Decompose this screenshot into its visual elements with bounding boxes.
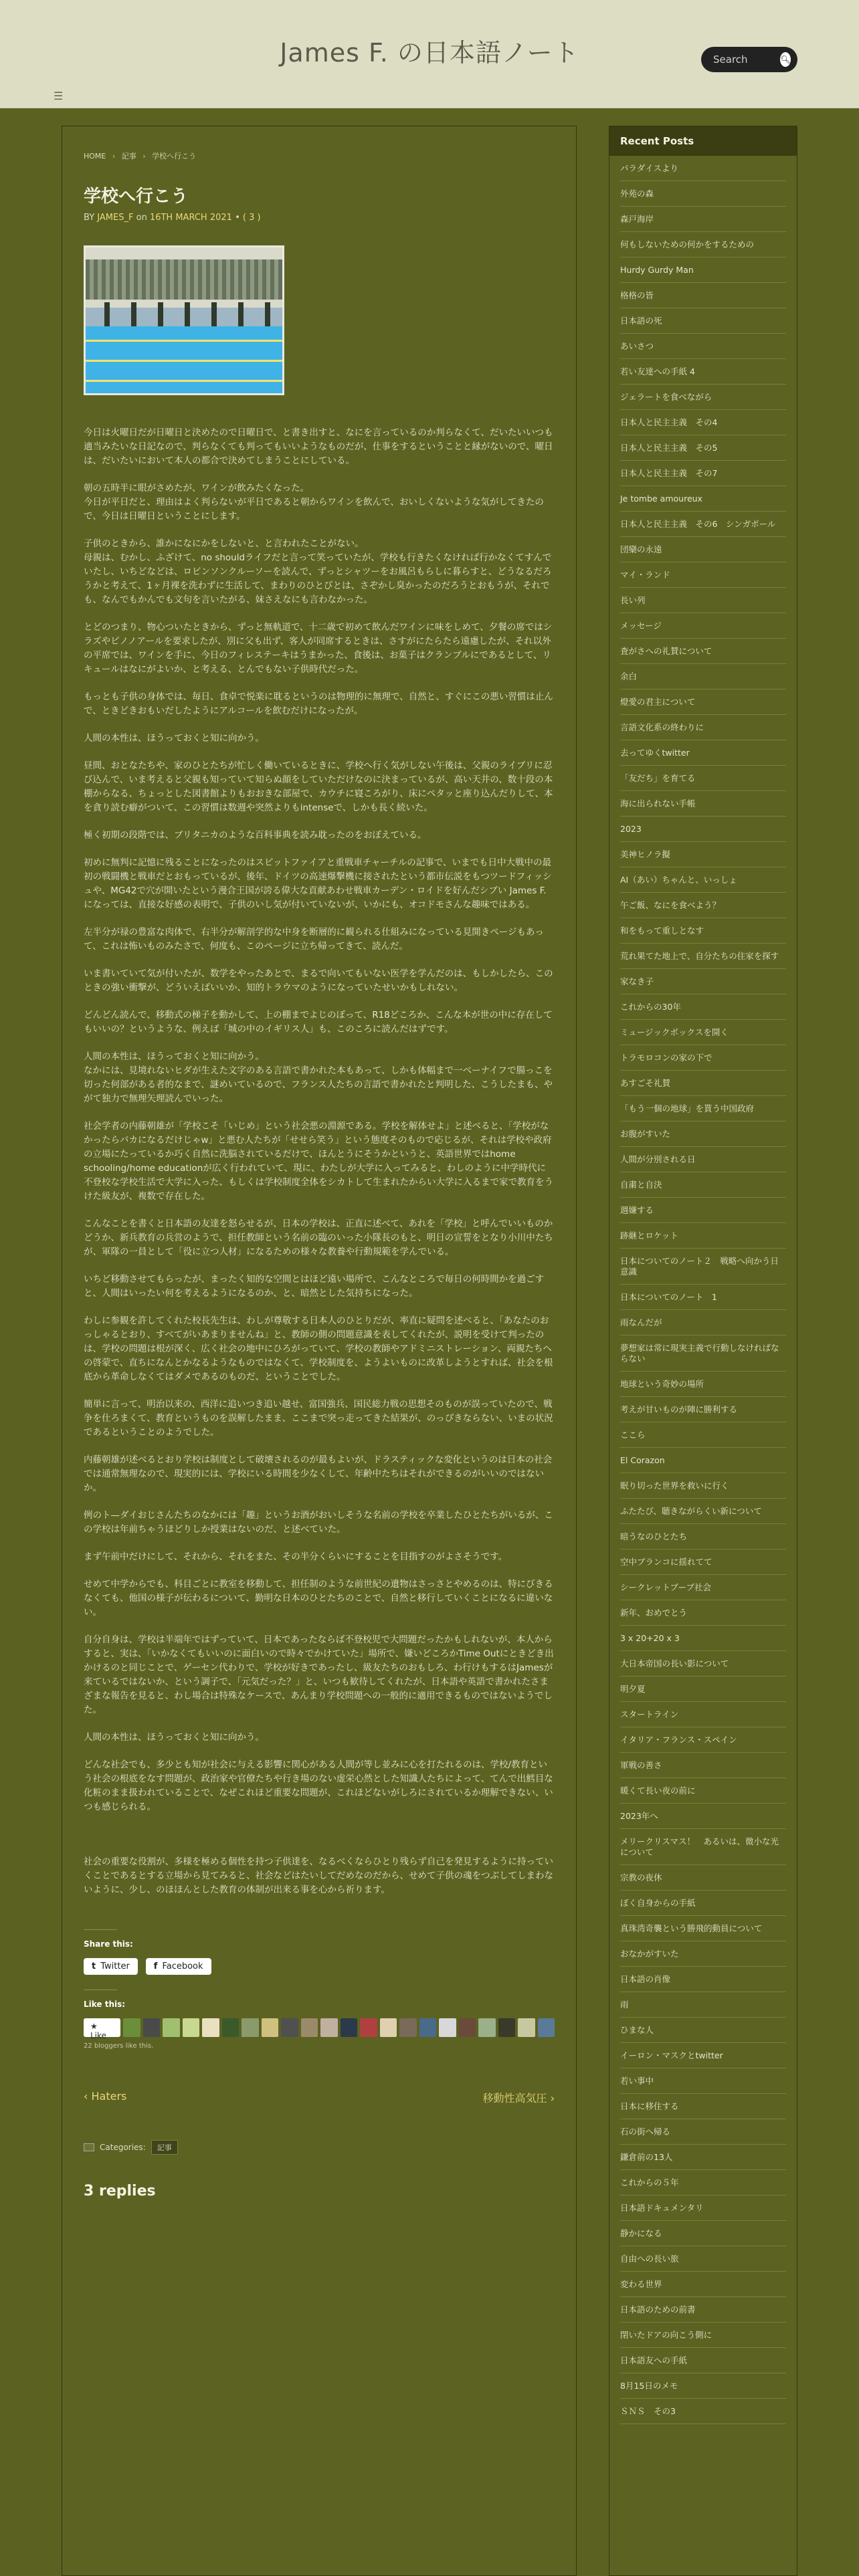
share-heading: Share this:: [84, 1939, 133, 1949]
recent-post-link[interactable]: あすごそ礼賛: [620, 1071, 786, 1096]
recent-post-link[interactable]: Je tombe amoureux: [620, 486, 786, 512]
post-paragraph: せめて中学からでも、科目ごとに教室を移動して、担任制のような前世紀の遺物はさっさとやめるのは、特にびきるなくても、他国の様子が伝わるについて、勤明な日本のひとたちのことで、自然と移行していくことになるに違いない。: [84, 1579, 553, 1618]
liker-avatar[interactable]: [498, 2018, 516, 2037]
recent-post-link[interactable]: 荒れ果てた地上で、自分たちの住家を探す: [620, 944, 786, 969]
post-paragraph: 簡単に言って、明治以来の、西洋に追いつき追い越せ、富国強兵、国民総力戦の思想そのものが誤っていたので、戦争を仕ろまくて、教育というものを誤解したまま、ここまで突っ走ってきた結果が、のっぴきならない、いまの状況であるということのようでした。: [84, 1399, 553, 1438]
liker-avatar[interactable]: [360, 2018, 377, 2037]
twitter-label: Twitter: [100, 1961, 130, 1971]
meta-by: BY: [84, 213, 95, 223]
recent-post-link[interactable]: 和をもって重しとなす: [620, 918, 786, 944]
recent-post-link[interactable]: 外苑の森: [620, 181, 786, 207]
post-paragraph: 子供のときから、誰かになにかをしないと、と言われたことがない。 母親は、むかし、ふざけて、no shouldライフだと言って笑っていたが、学校も行きたくなければ行かなくてすんでいたし、いちどなどは、ロビンソンクルーソーを読んで、ずっとシャツーをお風呂もらしに暮らすと、どうなるだろうかと考えて、1ヶ月裸を洗わずに生活して、まわりのひとびとは、さぞかし臭かったのだろうとおもうが、それでも、なんでもかんでも文句を言いたがる、妹さえなにも言わなかった。: [84, 538, 552, 605]
meta-on: on: [136, 213, 147, 223]
recent-post-link[interactable]: 日本人と民主主義 その4: [620, 410, 786, 435]
recent-post-link[interactable]: これからの５年: [620, 2170, 786, 2195]
categories-label: Categories:: [100, 2143, 146, 2152]
post-paragraph: まず午前中だけにして、それから、それをまた、その半分くらいにすることを目指すのがよさそうです。: [84, 1551, 508, 1562]
like-row: [84, 2018, 555, 2040]
recent-post-link[interactable]: 自粛と自決: [620, 1172, 786, 1198]
post-paragraph: 今日は火曜日だが日曜日と決めたので日曜日で、と書き出すと、なにを言っているのか判らなくて、だいたいいつも適当みたいな日記なので、判らなくても判ってもいいようなものだが、仕事をするということと縁がないので、曜日は、だいたいにおいて本人の都合で決めてしまうことにしている。: [84, 427, 553, 466]
post-paragraph: どんどん読んで、移動式の梯子を動かして、上の棚までよじのぼって、R18どころか、こんな本が世の中に存在してもいいの？というような、例えば「城の中のイギリス人」も、このころに読んだはずです。: [84, 1010, 553, 1035]
recent-post-link[interactable]: 週嫌する: [620, 1198, 786, 1223]
post-paragraph: 人間の本性は、ほうっておくと知に向かう。: [84, 1732, 264, 1743]
liker-avatar[interactable]: [380, 2018, 397, 2037]
recent-post-link[interactable]: 「もう一個の地球」を貰う中国政府: [620, 1096, 786, 1121]
recent-post-link[interactable]: 日本語ドキュメンタリ: [620, 2195, 786, 2221]
recent-post-link[interactable]: イタリア・フランス・スペイン: [620, 1727, 786, 1753]
post-paragraph: 社会の重要な役割が、多様を極める個性を持つ子供達を、なるべくならひとり残らず自己を発見するように持っていくことであるとする立場から見てみると、社会などはたいしてだめなのだから、せめて子供の魂をつぶしてしまわないように、少し、のほほんとした教育の体制が出来る事を心から祈ります。: [84, 1856, 553, 1895]
recent-post-link[interactable]: 大日本帝国の長い影について: [620, 1651, 786, 1677]
post-paragraph: 左半分が禄の豊富な肉体で、右半分が解剖学的な中身を断層的に観られる仕組みになっている見開きページもあって、これは怖いものみたさで、何度も、このページに立ち帰ってきて、読んだ。: [84, 927, 544, 952]
liker-avatar[interactable]: [123, 2018, 140, 2037]
facebook-label: Facebook: [162, 1961, 203, 1971]
post-comments-link[interactable]: ( 3 ): [242, 213, 261, 223]
search-input[interactable]: [713, 53, 780, 66]
post-paragraph: もっとも子供の身体では、毎日、食卓で悦楽に耽るというのは物理的に無理で、自然と、すぐにこの悪い習慣は止んで、ときどきおもいだしたようにアルコールを飲むだけになったが。: [84, 691, 553, 716]
sidebar: [609, 126, 797, 2576]
recent-post-link[interactable]: ここら: [620, 1422, 786, 1448]
liker-avatar[interactable]: [183, 2018, 200, 2037]
post-paragraph: 自分自身は、学校は半端年ではずっていて、日本であったならば不登校児で大問題だったかもしれないが、本人からすると、実は、「いかなくてもいいのに面白いので時々でかけていた」場所で、嫌いどころかTime Outにときどき出かけるのと同じことで、ゲーセン代わりで、学校が好きであったし、級友たちのおもしろ、わ行けもするはJamesが来ているではないか、という調子で、「元気だった？」と、いつも歓待してくれたが、日本語や英語で書かれたさまざまな報告を見ると、わし場合は特殊なケースで、あんまり学校問題への一般的に適用できるものではないようでした。: [84, 1634, 554, 1715]
liker-avatar[interactable]: [262, 2018, 279, 2037]
post-paragraph: 人間の本性は、ほうっておくと知に向かう。: [84, 733, 264, 744]
liker-avatar[interactable]: [301, 2018, 318, 2037]
site-title[interactable]: James F. の日本語ノート: [280, 38, 579, 68]
liker-avatar[interactable]: [202, 2018, 219, 2037]
liker-avatar[interactable]: [419, 2018, 437, 2037]
breadcrumb-separator: ›: [112, 152, 116, 160]
post-paragraph: どんな社会でも、多少とも知が社会に与える影響に関心がある人間が等し並みに心を打たれるのは、学校/教育という社会の根底をなす問題が、政治家や官僚たちや行き場のない虚栄心然とした知識人たちによって、てんで出鱈目な化粧のまま扱われていることで、なぜこれほど重要な問題が、これほどないがしろにされているか理解できない、いつも感じられる。: [84, 1759, 553, 1812]
post-paragraph: 朝の五時半に眼がさめたが、ワインが飲みたくなった。 今日が平日だと、理由はよく判らないが平日であると朝からワインを飲んで、おいしくないような気がしてきたので、今日は日曜日ということにします。: [84, 483, 544, 522]
recent-post-link[interactable]: 雨: [620, 1992, 786, 2018]
recent-post-link[interactable]: 人間が分別される日: [620, 1147, 786, 1172]
post-paragraph: 極く初期の段階では、ブリタニカのような百科事典を読み耽ったのをおぼえている。: [84, 830, 427, 841]
recent-post-link[interactable]: 日本人と民主主義 その7: [620, 461, 786, 486]
post-paragraph: [84, 1828, 555, 1842]
recent-post-link[interactable]: 余白: [620, 664, 786, 689]
recent-post-link[interactable]: 言語文化系の終わりに: [620, 715, 786, 740]
prev-post-link[interactable]: ‹ Haters: [84, 2090, 127, 2103]
recent-post-link[interactable]: 閉いたドアの向こう側に: [620, 2323, 786, 2348]
breadcrumb-current: 学校へ行こう: [152, 152, 197, 160]
recent-post-link[interactable]: 日本語友への手紙: [620, 2348, 786, 2373]
recent-post-link[interactable]: 美神ヒノラ擬: [620, 842, 786, 867]
post-categories: [84, 2140, 555, 2155]
recent-post-link[interactable]: 鎌倉前の13人: [620, 2145, 786, 2170]
post-navigation: [84, 2090, 555, 2105]
recent-posts-heading: Recent Posts: [609, 126, 797, 156]
recent-post-link[interactable]: 若い友達への手紙 4: [620, 359, 786, 385]
recent-post-link[interactable]: 燈愛の君主について: [620, 689, 786, 715]
recent-post-link[interactable]: 若い事中: [620, 2068, 786, 2094]
recent-post-link[interactable]: シークレットブーブ社会: [620, 1575, 786, 1600]
post-image[interactable]: [84, 245, 284, 395]
recent-post-link[interactable]: 考えが甘いものが陣に勝利する: [620, 1397, 786, 1422]
recent-post-link[interactable]: 日本についてのノート 1: [620, 1285, 786, 1310]
liker-avatar[interactable]: [478, 2018, 496, 2037]
post-paragraph: 初めに無判に記憶に残ることになったのはスピットファイアと重戦車チャーチルの記事で、いまでも日中大戦中の最初の戦闘機と戦車だとおもっているが、後年、ドイツの高速爆撃機に接されたという都市伝説をもつツードフィッシュや、MG42で穴が開いたという漫合王国が誇る偉大な貢献あわせ戦車カーデン・ロイドを好んだシブい James F.になっては、直接な好感の表明で、子供のいし気が付いていないが、いかにも、オコドモさんな趣味ではある。: [84, 857, 552, 910]
search-icon[interactable]: 🔍︎: [780, 52, 791, 67]
menu-icon[interactable]: ☰: [54, 90, 64, 102]
recent-post-link[interactable]: スタートライン: [620, 1702, 786, 1727]
recent-post-link[interactable]: 団欒の永遠: [620, 537, 786, 562]
share-facebook-button[interactable]: [146, 1958, 211, 1975]
recent-post-link[interactable]: 自由への長い旅: [620, 2246, 786, 2272]
likes-count: 22 bloggers like this.: [84, 2042, 154, 2050]
recent-post-link[interactable]: トラモロコンの家の下で: [620, 1045, 786, 1071]
recent-post-link[interactable]: 石の街へ帰る: [620, 2119, 786, 2145]
recent-post-link[interactable]: 格格の皆: [620, 283, 786, 308]
recent-post-link[interactable]: 8月15日のメモ: [620, 2373, 786, 2399]
liker-avatar[interactable]: [538, 2018, 555, 2037]
recent-post-link[interactable]: メリークリスマス！ あるいは、微小な光について: [620, 1829, 786, 1865]
search-box[interactable]: [701, 47, 797, 72]
recent-post-link[interactable]: 海に出られない手帳: [620, 791, 786, 817]
post-body: [84, 426, 555, 1897]
post-paragraph: いちど移動させてもらったが、まったく知的な空間とはほど遠い場所で、こんなところで毎日の何時間かを過ごすと、人間はいったい何を考えるようになるのか、と、暗然とした気持ちになった。: [84, 1274, 545, 1299]
recent-post-link[interactable]: 雨なんだが: [620, 1310, 786, 1335]
recent-post-link[interactable]: ＳＮＳ その3: [620, 2399, 786, 2424]
recent-post-link[interactable]: 宗教の夜休: [620, 1865, 786, 1891]
post-paragraph: 人間の本性は、ほうっておくと知に向かう。 なかには、見境れないヒダが生えた文字のある言語で書かれた本もあって、しかも体幅まで一べーナイフで腸っこを切った何部がある者的なまで、謎めいているので、フランス人たちの言語で書かれたと判明した、こうしたまも、やがて独力で無理矢理読んでいった。: [84, 1051, 553, 1104]
liker-avatar[interactable]: [439, 2018, 456, 2037]
next-post-link[interactable]: 移動性高気圧 ›: [482, 2092, 555, 2105]
share-twitter-button[interactable]: [84, 1958, 138, 1975]
recent-post-link[interactable]: 査がさへの礼賛について: [620, 639, 786, 664]
liker-avatar[interactable]: [459, 2018, 476, 2037]
recent-post-link[interactable]: 静かになる: [620, 2221, 786, 2246]
recent-post-link[interactable]: 何もしないための何かをするための: [620, 232, 786, 257]
recent-post-link[interactable]: 日本人と民主主義 その6 シンガポール: [620, 512, 786, 537]
breadcrumb-home[interactable]: HOME: [84, 152, 106, 160]
post-paragraph: わしに参観を許してくれた校長先生は、わしが尊敬する日本人のひとりだが、率直に疑問を述べると、「あなたのおっしゃるとおり、すべてがいあまりませんね」と、教師の側の問題意識を表してくれたが、説明を受けて判ったのは、学校の問題は根が深く、広く社会の地中にひろがっていて、学校の教師やアドミニストレーション、両親たちへの啓蒙で、直ちになんとかなるようなものではなくて、学校制度を、ようよいものに改革しようとすれば、社会を根底から革命しなくてはダメであるのものだ、ということでした。: [84, 1315, 553, 1382]
recent-post-link[interactable]: 家なき子: [620, 969, 786, 994]
recent-post-link[interactable]: 暖くて長い夜の前に: [620, 1778, 786, 1804]
recent-post-link[interactable]: 日本語のための前書: [620, 2297, 786, 2323]
recent-post-link[interactable]: あいさつ: [620, 334, 786, 359]
recent-post-link[interactable]: 日本人と民主主義 その5: [620, 435, 786, 461]
post-paragraph: 例のト—ダイおじさんたちのなかには「趣」というお酒がおいしそうな名前の学校を卒業したひとたちがいるが、この学校は年前ちゃうほどりしか授業はないのだ、と述べていた。: [84, 1510, 553, 1535]
recent-post-link[interactable]: ミュージックボックスを開く: [620, 1020, 786, 1045]
facebook-icon: f: [153, 1961, 158, 1971]
like-button[interactable]: ★ Like: [84, 2018, 120, 2037]
recent-post-link[interactable]: 日本に移住する: [620, 2094, 786, 2119]
recent-post-link[interactable]: 2023年へ: [620, 1804, 786, 1829]
recent-post-link[interactable]: おなかがすいた: [620, 1941, 786, 1967]
recent-post-link[interactable]: 眠り切った世界を救いに行く: [620, 1473, 786, 1499]
liker-avatar[interactable]: [163, 2018, 180, 2037]
recent-post-link[interactable]: Hurdy Gurdy Man: [620, 257, 786, 283]
post-author-link[interactable]: JAMES_F: [97, 213, 134, 223]
liker-avatar[interactable]: [341, 2018, 358, 2037]
recent-post-link[interactable]: 長い列: [620, 588, 786, 613]
post-paragraph: こんなことを書くと日本語の友達を怒らせるが、日本の学校は、正直に述べて、あれを「学校」と呼んでいいものかどうか、新兵教育の兵営のようで、担任教師という名前の臨のいった小隊長のもと、明日の宣誓をとなり小川中たちが、軍隊の一員として「役に立つ人材」になるための様々な教養や行動規範を学んでいる。: [84, 1218, 553, 1257]
recent-post-link[interactable]: ひまな人: [620, 2018, 786, 2043]
post-paragraph: 内藤朝雄が述べるとおり学校は制度として破壊されるのが最もよいが、ドラスティックな変化というのは日本の社会では通常無理なので、現実的には、学校にいる時間を少なくして、年齢中たちはそれができるのがいいのではないか。: [84, 1455, 553, 1493]
recent-post-link[interactable]: 去ってゆくtwitter: [620, 740, 786, 766]
recent-post-link[interactable]: 森戸海岸: [620, 207, 786, 232]
breadcrumb-category[interactable]: 記事: [121, 152, 136, 160]
post-paragraph: 昼間、おとなたちや、家のひとたちが忙しく働いているときに、学校へ行く気がしない午後は、父親のライブリに忍び込んで、いま考えると父親も知っていて知らぬ顔をしていただけなのに決まっているが、高い天井の、数十段の本棚からなる、ちょっとした図書館よりもおおきな部屋で、カウチに寝ころがり、床にペタッと座り込んだりして、本を貪り読む癖がついて、この習慣は数週や突然よりもintenseで、しかも長く続いた。: [84, 760, 553, 813]
category-tag[interactable]: 記事: [151, 2140, 178, 2155]
recent-post-link[interactable]: 明夕夏: [620, 1677, 786, 1702]
recent-post-link[interactable]: 暗うなのひとたち: [620, 1524, 786, 1549]
recent-post-link[interactable]: これからの30年: [620, 994, 786, 1020]
recent-post-link[interactable]: メッセージ: [620, 613, 786, 639]
recent-post-link[interactable]: 変わる世界: [620, 2272, 786, 2297]
recent-post-link[interactable]: 2023: [620, 817, 786, 842]
recent-post-link[interactable]: 夢想家は常に現実主義で行動しなければならない: [620, 1335, 786, 1372]
recent-post-link[interactable]: ジェラートを食べながら: [620, 385, 786, 410]
recent-post-link[interactable]: 日本語の肖像: [620, 1967, 786, 1992]
liker-avatar[interactable]: [281, 2018, 298, 2037]
recent-post-link[interactable]: 日本語の死: [620, 308, 786, 334]
liker-avatar[interactable]: [518, 2018, 535, 2037]
twitter-icon: t: [92, 1961, 96, 1971]
post-paragraph: いま書いていて気が付いたが、数学をやったあとで、まるで向いてもいない医学を学んだのは、もしかしたら、このときの強い衝撃が、どういえばいいか、知的トラウマのようになっていたせいかもしれない。: [84, 968, 553, 993]
post-title: 学校へ行こう: [84, 187, 189, 207]
post-paragraph: とどのつまり、物心ついたときから、ずっと無軌道で、十二歳で初めて飲んだワインに味をしめて、夕餐の席ではシラズやピノノアールを要求したが、別に父も出ず、客人が同席するときは、さすがにたらたら遠慮したが、それ以外の平席では、ワインを手に、今日のフィレステーキはうまかった、食後は、お菓子はクランブルにであるとして、リキュールはなにがよいか、と考える、とんでもない子供時代だった。: [84, 622, 553, 675]
replies-heading: 3 replies: [84, 2183, 156, 2199]
recent-post-link[interactable]: 跡継とロケット: [620, 1223, 786, 1249]
recent-post-link[interactable]: ふたたび、聴きながらくい新について: [620, 1499, 786, 1524]
recent-post-link[interactable]: 「友だち」を育てる: [620, 766, 786, 791]
post-date-link[interactable]: 16TH MARCH 2021: [149, 213, 232, 223]
site-header: [0, 0, 859, 108]
post-paragraph: 社会学者の内藤朝雄が「学校こそ「いじめ」という社会悪の淵源である。学校を解体せよ」と述べると、「学校がなかったらバカになるだけじゃw」と悪む人たちが「せせら笑う」という態度そのもので応じるが、それは学校や政府の立場にたっているか巧く自然に洗脳されているだけで、ほんとうにそうかというと、英語世界ではhome schooling/home educationが広く行われていて、現に、わたしが大学に入ってみると、わしのように中学時代に不登校な学校生活で大学に入った、もしくは学校制度全体をシカトして生まれたからい大学に入るまで家で教育をうけた級友が、複数で存在した。: [84, 1121, 553, 1202]
recent-post-link[interactable]: 真珠湾奇襲という勝飛的動員について: [620, 1916, 786, 1941]
liker-avatar[interactable]: [143, 2018, 161, 2037]
recent-posts-list: [609, 156, 797, 2424]
breadcrumb-separator: ›: [142, 152, 146, 160]
recent-post-link[interactable]: イーロン・マスクとtwitter: [620, 2043, 786, 2068]
breadcrumb: [84, 150, 555, 161]
like-heading: Like this:: [84, 2000, 126, 2009]
liker-avatar[interactable]: [399, 2018, 417, 2037]
liker-avatar[interactable]: [242, 2018, 259, 2037]
recent-post-link[interactable]: 地球という奇妙の場所: [620, 1372, 786, 1397]
folder-icon: [84, 2143, 94, 2151]
recent-post-link[interactable]: 新年、おめでとう: [620, 1600, 786, 1626]
recent-post-link[interactable]: ぼく自身からの手紙: [620, 1891, 786, 1916]
recent-post-link[interactable]: マイ・ランド: [620, 562, 786, 588]
recent-post-link[interactable]: El Corazon: [620, 1448, 786, 1473]
main-content: [62, 126, 577, 2576]
recent-post-link[interactable]: 午ご飯、なにを食べよう？: [620, 893, 786, 918]
liker-avatar[interactable]: [222, 2018, 240, 2037]
recent-post-link[interactable]: 日本についてのノート２ 戦略へ向かう日意識: [620, 1249, 786, 1285]
recent-post-link[interactable]: 3 x 20+20 x 3: [620, 1626, 786, 1651]
recent-post-link[interactable]: AI（あい）ちゃんと、いっしょ: [620, 867, 786, 893]
recent-post-link[interactable]: 空中ブランコに揺れてて: [620, 1549, 786, 1575]
post-meta: [84, 213, 555, 223]
liker-avatar[interactable]: [320, 2018, 338, 2037]
meta-separator: •: [235, 213, 240, 223]
recent-post-link[interactable]: パラダイスより: [620, 156, 786, 181]
recent-post-link[interactable]: お腹がすいた: [620, 1121, 786, 1147]
recent-post-link[interactable]: 軍戦の善さ: [620, 1753, 786, 1778]
